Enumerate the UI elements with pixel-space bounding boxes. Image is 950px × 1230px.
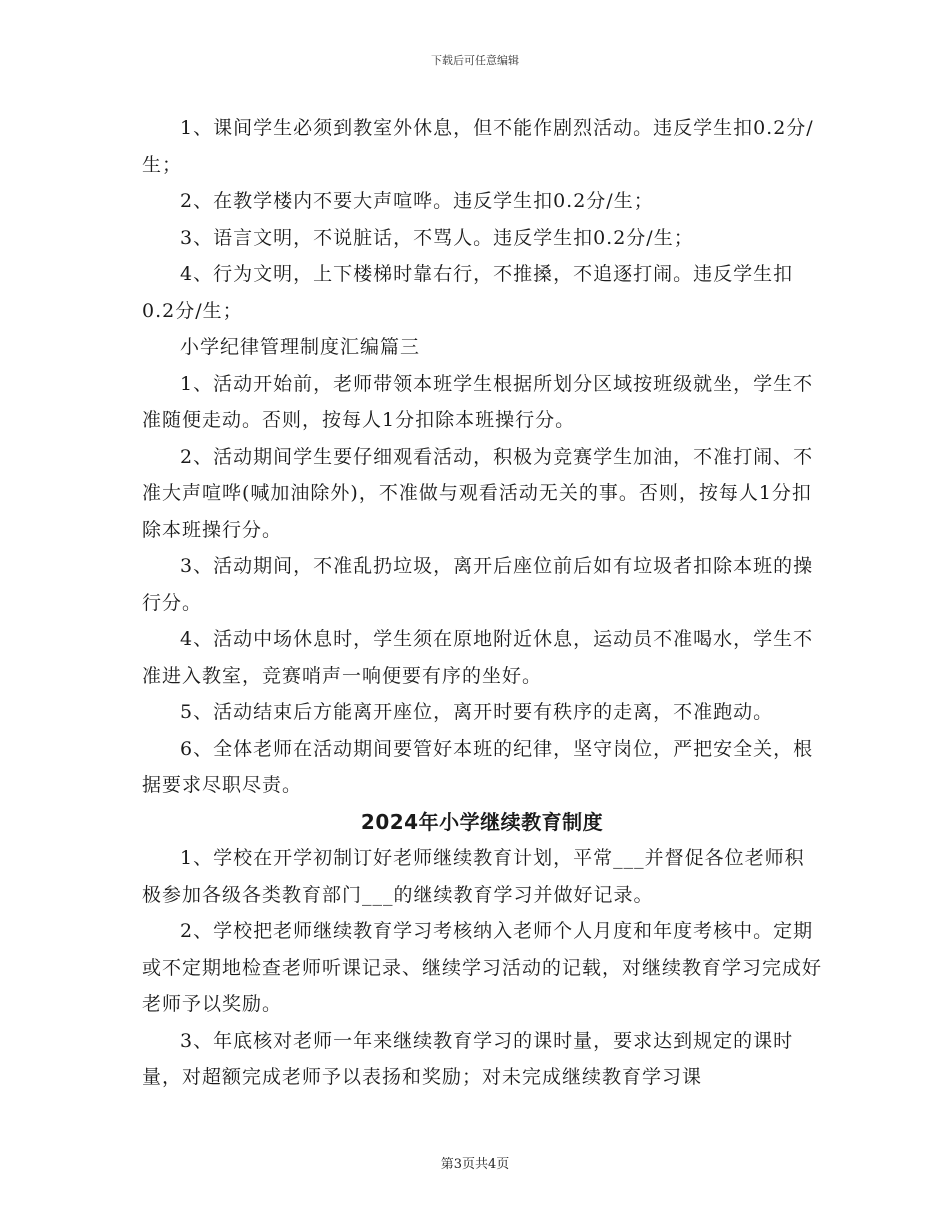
paragraph: 3、年底核对老师一年来继续教育学习的课时量，要求达到规定的课时量，对超额完成老师予以表扬和奖励；对未完成继续教育学习课	[142, 1029, 794, 1088]
paragraph: 2、学校把老师继续教育学习考核纳入老师个人月度和年度考核中。定期或不定期地检查老师听课记录、继续学习活动的记载，对继续教育学习完成好老师予以奖励。	[142, 920, 823, 1015]
paragraph: 3、语言文明，不说脏话，不骂人。违反学生扣0.2分/生；	[180, 226, 694, 249]
paragraph: 2、在教学楼内不要大声喧哗。违反学生扣0.2分/生；	[180, 190, 654, 212]
page-header-note: 下载后可任意编辑	[431, 54, 519, 67]
paragraph: 4、行为文明，上下楼梯时靠右行，不推搡，不追逐打闹。违反学生扣0.2分/生；	[142, 263, 794, 322]
paragraph: 1、课间学生必须到教室外休息，但不能作剧烈活动。违反学生扣0.2分/生；	[142, 117, 814, 176]
paragraph: 4、活动中场休息时，学生须在原地附近休息，运动员不准喝水，学生不准进入教室，竞赛哨声一响便要有序的坐好。	[142, 628, 814, 687]
paragraph: 5、活动结束后方能离开座位，离开时要有秩序的走离，不准跑动。	[180, 701, 774, 723]
paragraph: 2、活动期间学生要仔细观看活动，积极为竞赛学生加油，不准打闹、不准大声喧哗(喊加油除外)，不准做与观看活动无关的事。否则，按每人1分扣除本班操行分。	[142, 445, 814, 541]
paragraph: 3、活动期间，不准乱扔垃圾，离开后座位前后如有垃圾者扣除本班的操行分。	[142, 555, 814, 614]
document-body	[142, 110, 822, 1096]
document-title: 2024年小学继续教育制度	[360, 809, 604, 834]
section-heading: 小学纪律管理制度汇编篇三	[180, 336, 421, 358]
paragraph: 1、活动开始前，老师带领本班学生根据所划分区域按班级就坐，学生不准随便走动。否则，按每人1分扣除本班操行分。	[142, 372, 814, 431]
paragraph: 6、全体老师在活动期间要管好本班的纪律，坚守岗位，严把安全关，根据要求尽职尽责。	[142, 737, 814, 796]
page-number: 第3页共4页	[440, 1157, 510, 1172]
paragraph: 1、学校在开学初制订好老师继续教育计划，平常___并督促各位老师积极参加各级各类教育部门___的继续教育学习并做好记录。	[142, 847, 805, 906]
